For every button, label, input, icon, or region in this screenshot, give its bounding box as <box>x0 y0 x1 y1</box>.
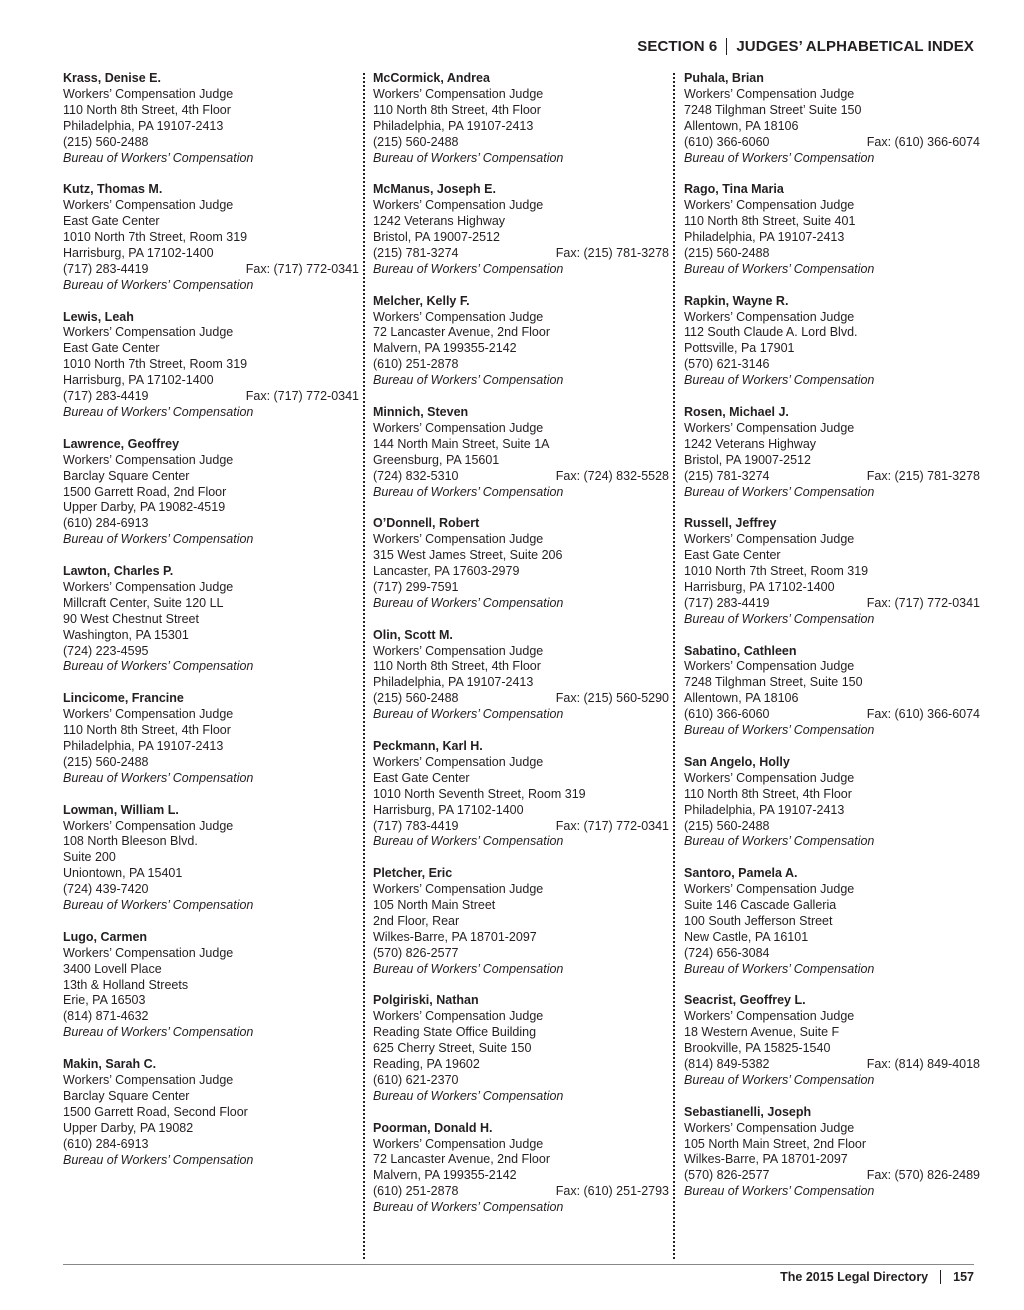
phone-number: (724) 832-5310 <box>373 468 459 483</box>
judge-entry <box>373 866 669 977</box>
address-line: 110 North 8th Street, Suite 401 <box>684 214 856 229</box>
section-title: JUDGES’ ALPHABETICAL INDEX <box>736 38 974 55</box>
contact-line <box>684 469 980 485</box>
fax-number: Fax: (215) 781-3278 <box>555 245 669 260</box>
publication-title: The 2015 Legal Directory <box>780 1270 929 1284</box>
phone-number: (724) 439-7420 <box>63 882 149 897</box>
agency-name: Bureau of Workers’ Compensation <box>684 484 875 499</box>
fax-number: Fax: (215) 781-3278 <box>866 468 980 483</box>
address-line: 3400 Lovell Place <box>63 961 162 976</box>
page-number: 157 <box>953 1270 974 1284</box>
judge-entry <box>373 294 669 389</box>
agency-name: Bureau of Workers’ Compensation <box>63 532 254 547</box>
address-line: Workers’ Compensation Judge <box>684 198 855 213</box>
contact-line <box>684 596 980 612</box>
address-line: 1010 North 7th Street, Room 319 <box>63 357 248 372</box>
fax-number: Fax: (814) 849-4018 <box>866 1057 980 1072</box>
column-2 <box>373 71 669 1232</box>
address-line: Workers’ Compensation Judge <box>63 86 234 101</box>
address-line: 110 North 8th Street, 4th Floor <box>63 102 231 117</box>
phone-number: (610) 251-2878 <box>373 357 459 372</box>
address-line: 1010 North Seventh Street, Room 319 <box>373 786 586 801</box>
address-line: Pottsville, Pa 17901 <box>684 341 795 356</box>
contact-line <box>684 1168 980 1184</box>
phone-number: (215) 560-2488 <box>63 754 149 769</box>
address-line: Uniontown, PA 15401 <box>63 866 183 881</box>
address-line: East Gate Center <box>684 548 781 563</box>
address-line: Wilkes-Barre, PA 18701-2097 <box>373 929 537 944</box>
address-line: East Gate Center <box>63 341 160 356</box>
judge-name: Lawton, Charles P. <box>63 564 174 579</box>
phone-number: (215) 560-2488 <box>63 134 149 149</box>
contact-line <box>373 357 669 373</box>
agency-name: Bureau of Workers’ Compensation <box>684 834 875 849</box>
address-line: Philadelphia, PA 19107-2413 <box>373 118 534 133</box>
contact-line <box>684 707 980 723</box>
contact-line <box>373 580 669 596</box>
contact-line <box>684 246 980 262</box>
judge-name: Olin, Scott M. <box>373 627 453 642</box>
contact-line <box>63 644 359 660</box>
address-line: 105 North Main Street <box>373 898 496 913</box>
judge-entry <box>373 71 669 166</box>
agency-name: Bureau of Workers’ Compensation <box>373 150 564 165</box>
address-line: Philadelphia, PA 19107-2413 <box>684 230 845 245</box>
contact-line <box>373 246 669 262</box>
agency-name: Bureau of Workers’ Compensation <box>373 1088 564 1103</box>
judge-entry <box>63 1057 359 1168</box>
address-line: Malvern, PA 199355-2142 <box>373 1168 517 1183</box>
address-line: Lancaster, PA 17603-2979 <box>373 564 520 579</box>
judge-name: Rago, Tina Maria <box>684 182 784 197</box>
address-line: Workers’ Compensation Judge <box>63 707 234 722</box>
phone-number: (724) 656-3084 <box>684 945 770 960</box>
agency-name: Bureau of Workers’ Compensation <box>373 484 564 499</box>
address-line: 13th & Holland Streets <box>63 977 189 992</box>
judge-name: Sebastianelli, Joseph <box>684 1104 812 1119</box>
judge-entry <box>373 1121 669 1216</box>
address-line: Workers’ Compensation Judge <box>373 86 544 101</box>
address-line: New Castle, PA 16101 <box>684 929 809 944</box>
phone-number: (610) 366-6060 <box>684 134 770 149</box>
judge-entry <box>684 1105 980 1200</box>
judge-name: Lowman, William L. <box>63 802 179 817</box>
phone-number: (215) 781-3274 <box>373 245 459 260</box>
agency-name: Bureau of Workers’ Compensation <box>63 150 254 165</box>
agency-name: Bureau of Workers’ Compensation <box>63 659 254 674</box>
address-line: Harrisburg, PA 17102-1400 <box>63 373 214 388</box>
judge-name: Krass, Denise E. <box>63 71 161 85</box>
agency-name: Bureau of Workers’ Compensation <box>684 1184 875 1199</box>
judge-entry <box>373 516 669 611</box>
fax-number: Fax: (717) 772-0341 <box>555 818 669 833</box>
fax-number: Fax: (717) 772-0341 <box>245 389 359 404</box>
address-line: Brookville, PA 15825-1540 <box>684 1041 831 1056</box>
address-line: East Gate Center <box>373 770 470 785</box>
phone-number: (724) 223-4595 <box>63 643 149 658</box>
contact-line <box>373 1184 669 1200</box>
address-line: Harrisburg, PA 17102-1400 <box>684 579 835 594</box>
phone-number: (717) 283-4419 <box>684 595 770 610</box>
address-line: Workers’ Compensation Judge <box>684 882 855 897</box>
address-line: Upper Darby, PA 19082-4519 <box>63 500 226 515</box>
address-line: 1010 North 7th Street, Room 319 <box>63 230 248 245</box>
contact-line <box>63 1009 359 1025</box>
address-line: Workers’ Compensation Judge <box>684 1120 855 1135</box>
address-line: 110 North 8th Street, 4th Floor <box>63 723 231 738</box>
address-line: Allentown, PA 18106 <box>684 691 799 706</box>
address-line: 7248 Tilghman Street, Suite 150 <box>684 675 863 690</box>
address-line: Suite 146 Cascade Galleria <box>684 898 837 913</box>
address-line: Greensburg, PA 15601 <box>373 452 500 467</box>
judge-entry <box>684 516 980 627</box>
address-line: Workers’ Compensation Judge <box>63 452 234 467</box>
judge-name: O’Donnell, Robert <box>373 516 480 531</box>
address-line: 315 West James Street, Suite 206 <box>373 548 563 563</box>
address-line: Upper Darby, PA 19082 <box>63 1120 194 1135</box>
address-line: Workers’ Compensation Judge <box>684 659 855 674</box>
agency-name: Bureau of Workers’ Compensation <box>373 707 564 722</box>
contact-line <box>373 819 669 835</box>
phone-number: (570) 826-2577 <box>684 1168 770 1183</box>
address-line: Workers’ Compensation Judge <box>373 420 544 435</box>
phone-number: (717) 283-4419 <box>63 261 149 276</box>
agency-name: Bureau of Workers’ Compensation <box>684 373 875 388</box>
judge-name: Rapkin, Wayne R. <box>684 293 789 308</box>
contact-line <box>684 135 980 151</box>
address-line: Workers’ Compensation Judge <box>373 1009 544 1024</box>
judge-entry <box>373 628 669 723</box>
contact-line <box>373 135 669 151</box>
address-line: Barclay Square Center <box>63 1088 190 1103</box>
address-line: Workers’ Compensation Judge <box>63 579 234 594</box>
phone-number: (717) 299-7591 <box>373 579 459 594</box>
address-line: Workers’ Compensation Judge <box>63 945 234 960</box>
address-line: Allentown, PA 18106 <box>684 118 799 133</box>
address-line: 625 Cherry Street, Suite 150 <box>373 1041 532 1056</box>
agency-name: Bureau of Workers’ Compensation <box>63 898 254 913</box>
judge-name: Poorman, Donald H. <box>373 1120 493 1135</box>
address-line: 90 West Chestnut Street <box>63 611 199 626</box>
phone-number: (610) 284-6913 <box>63 1136 149 1151</box>
judge-name: San Angelo, Holly <box>684 754 790 769</box>
address-line: 108 North Bleeson Blvd. <box>63 834 198 849</box>
contact-line <box>63 882 359 898</box>
judge-name: McCormick, Andrea <box>373 71 490 85</box>
address-line: 1500 Garrett Road, 2nd Floor <box>63 484 227 499</box>
footer-rule <box>63 1264 974 1265</box>
address-line: 1242 Veterans Highway <box>684 436 817 451</box>
address-line: Philadelphia, PA 19107-2413 <box>684 802 845 817</box>
address-line: 72 Lancaster Avenue, 2nd Floor <box>373 325 550 340</box>
column-1 <box>63 71 359 1184</box>
address-line: 110 North 8th Street, 4th Floor <box>373 102 541 117</box>
phone-number: (610) 366-6060 <box>684 707 770 722</box>
judge-entry <box>63 182 359 293</box>
judge-entry <box>373 182 669 277</box>
judge-entry <box>684 755 980 850</box>
fax-number: Fax: (724) 832-5528 <box>555 468 669 483</box>
phone-number: (814) 849-5382 <box>684 1057 770 1072</box>
address-line: 144 North Main Street, Suite 1A <box>373 436 550 451</box>
phone-number: (814) 871-4632 <box>63 1009 149 1024</box>
phone-number: (215) 560-2488 <box>373 691 459 706</box>
judge-entry <box>373 405 669 500</box>
column-3 <box>684 71 980 1216</box>
agency-name: Bureau of Workers’ Compensation <box>63 770 254 785</box>
contact-line <box>63 516 359 532</box>
address-line: Malvern, PA 199355-2142 <box>373 341 517 356</box>
phone-number: (570) 826-2577 <box>373 945 459 960</box>
address-line: 7248 Tilghman Street’ Suite 150 <box>684 102 862 117</box>
judge-name: Lugo, Carmen <box>63 929 148 944</box>
address-line: 1500 Garrett Road, Second Floor <box>63 1104 248 1119</box>
judge-name: Melcher, Kelly F. <box>373 293 470 308</box>
judge-name: Puhala, Brian <box>684 71 764 85</box>
contact-line <box>63 135 359 151</box>
address-line: Workers’ Compensation Judge <box>684 532 855 547</box>
address-line: 112 South Claude A. Lord Blvd. <box>684 325 858 340</box>
phone-number: (717) 783-4419 <box>373 818 459 833</box>
address-line: Workers’ Compensation Judge <box>63 1072 234 1087</box>
address-line: 1010 North 7th Street, Room 319 <box>684 564 869 579</box>
column-divider <box>673 73 675 1259</box>
phone-number: (215) 560-2488 <box>373 134 459 149</box>
agency-name: Bureau of Workers’ Compensation <box>63 1152 254 1167</box>
judge-entry <box>63 71 359 166</box>
fax-number: Fax: (610) 366-6074 <box>866 134 980 149</box>
judge-name: Sabatino, Cathleen <box>684 643 797 658</box>
address-line: Workers’ Compensation Judge <box>373 643 544 658</box>
judge-name: Pletcher, Eric <box>373 866 453 881</box>
judge-name: Santoro, Pamela A. <box>684 866 798 881</box>
phone-number: (717) 283-4419 <box>63 389 149 404</box>
agency-name: Bureau of Workers’ Compensation <box>373 834 564 849</box>
address-line: Millcraft Center, Suite 120 LL <box>63 595 224 610</box>
agency-name: Bureau of Workers’ Compensation <box>373 373 564 388</box>
judge-entry <box>684 294 980 389</box>
agency-name: Bureau of Workers’ Compensation <box>684 961 875 976</box>
address-line: Workers’ Compensation Judge <box>684 86 855 101</box>
judge-name: McManus, Joseph E. <box>373 182 496 197</box>
address-line: Wilkes-Barre, PA 18701-2097 <box>684 1152 848 1167</box>
agency-name: Bureau of Workers’ Compensation <box>373 595 564 610</box>
address-line: Reading, PA 19602 <box>373 1057 480 1072</box>
section-label: SECTION 6 <box>637 38 718 55</box>
fax-number: Fax: (717) 772-0341 <box>866 595 980 610</box>
address-line: Philadelphia, PA 19107-2413 <box>63 738 224 753</box>
phone-number: (570) 621-3146 <box>684 357 770 372</box>
page-footer <box>780 1270 974 1284</box>
contact-line <box>684 1057 980 1073</box>
judge-name: Lewis, Leah <box>63 309 134 324</box>
agency-name: Bureau of Workers’ Compensation <box>684 611 875 626</box>
phone-number: (610) 621-2370 <box>373 1072 459 1087</box>
judge-name: Seacrist, Geoffrey L. <box>684 993 806 1008</box>
fax-number: Fax: (610) 251-2793 <box>555 1184 669 1199</box>
address-line: 105 North Main Street, 2nd Floor <box>684 1136 867 1151</box>
judge-entry <box>684 993 980 1088</box>
address-line: Philadelphia, PA 19107-2413 <box>63 118 224 133</box>
judge-entry <box>373 993 669 1104</box>
phone-number: (215) 560-2488 <box>684 818 770 833</box>
agency-name: Bureau of Workers’ Compensation <box>63 1025 254 1040</box>
phone-number: (610) 251-2878 <box>373 1184 459 1199</box>
contact-line <box>373 1073 669 1089</box>
contact-line <box>373 469 669 485</box>
judge-name: Makin, Sarah C. <box>63 1057 157 1072</box>
address-line: 72 Lancaster Avenue, 2nd Floor <box>373 1152 550 1167</box>
agency-name: Bureau of Workers’ Compensation <box>684 150 875 165</box>
judge-entry <box>684 405 980 500</box>
contact-line <box>373 946 669 962</box>
address-line: Workers’ Compensation Judge <box>684 1009 855 1024</box>
address-line: East Gate Center <box>63 214 160 229</box>
agency-name: Bureau of Workers’ Compensation <box>684 723 875 738</box>
contact-line <box>63 262 359 278</box>
address-line: Erie, PA 16503 <box>63 993 146 1008</box>
address-line: Workers’ Compensation Judge <box>373 532 544 547</box>
address-line: 110 North 8th Street, 4th Floor <box>373 659 541 674</box>
address-line: Workers’ Compensation Judge <box>373 882 544 897</box>
address-line: Workers’ Compensation Judge <box>373 198 544 213</box>
address-line: Reading State Office Building <box>373 1025 537 1040</box>
agency-name: Bureau of Workers’ Compensation <box>63 405 254 419</box>
address-line: Harrisburg, PA 17102-1400 <box>373 802 524 817</box>
phone-number: (215) 781-3274 <box>684 468 770 483</box>
contact-line <box>373 691 669 707</box>
footer-separator <box>940 1270 941 1284</box>
address-line: Barclay Square Center <box>63 468 190 483</box>
fax-number: Fax: (717) 772-0341 <box>245 261 359 276</box>
agency-name: Bureau of Workers’ Compensation <box>63 277 254 292</box>
address-line: 110 North 8th Street, 4th Floor <box>684 786 852 801</box>
fax-number: Fax: (570) 826-2489 <box>866 1168 980 1183</box>
judge-name: Peckmann, Karl H. <box>373 738 483 753</box>
agency-name: Bureau of Workers’ Compensation <box>684 261 875 276</box>
address-line: 18 Western Avenue, Suite F <box>684 1025 840 1040</box>
header-separator <box>726 38 727 55</box>
address-line: Workers’ Compensation Judge <box>63 325 234 340</box>
judge-entry <box>63 437 359 548</box>
contact-line <box>684 819 980 835</box>
fax-number: Fax: (610) 366-6074 <box>866 707 980 722</box>
judge-entry <box>63 691 359 786</box>
address-line: Philadelphia, PA 19107-2413 <box>373 675 534 690</box>
address-line: Workers’ Compensation Judge <box>684 309 855 324</box>
fax-number: Fax: (215) 560-5290 <box>555 691 669 706</box>
judge-name: Minnich, Steven <box>373 404 469 419</box>
address-line: Workers’ Compensation Judge <box>373 754 544 769</box>
agency-name: Bureau of Workers’ Compensation <box>684 1072 875 1087</box>
agency-name: Bureau of Workers’ Compensation <box>373 261 564 276</box>
contact-line <box>684 357 980 373</box>
address-line: Suite 200 <box>63 850 116 865</box>
judge-name: Russell, Jeffrey <box>684 516 777 531</box>
judge-name: Rosen, Michael J. <box>684 404 789 419</box>
judge-entry <box>684 71 980 166</box>
contact-line <box>684 946 980 962</box>
judge-entry <box>63 310 359 421</box>
address-line: Bristol, PA 19007-2512 <box>373 230 500 245</box>
address-line: 2nd Floor, Rear <box>373 913 460 928</box>
address-line: 1242 Veterans Highway <box>373 214 506 229</box>
agency-name: Bureau of Workers’ Compensation <box>373 1200 564 1215</box>
column-divider <box>363 73 365 1259</box>
address-line: 100 South Jefferson Street <box>684 913 833 928</box>
contact-line <box>63 1137 359 1153</box>
section-header <box>637 38 974 55</box>
address-line: Workers’ Compensation Judge <box>63 198 234 213</box>
judge-entry <box>684 182 980 277</box>
phone-number: (215) 560-2488 <box>684 245 770 260</box>
address-line: Workers’ Compensation Judge <box>373 1136 544 1151</box>
address-line: Workers’ Compensation Judge <box>63 818 234 833</box>
contact-line <box>63 755 359 771</box>
judge-entry <box>684 866 980 977</box>
judge-name: Lawrence, Geoffrey <box>63 436 180 451</box>
address-line: Harrisburg, PA 17102-1400 <box>63 245 214 260</box>
phone-number: (610) 284-6913 <box>63 516 149 531</box>
address-line: Workers’ Compensation Judge <box>373 309 544 324</box>
judge-entry <box>373 739 669 850</box>
judge-entry <box>63 930 359 1041</box>
judge-name: Polgiriski, Nathan <box>373 993 479 1008</box>
address-line: Workers’ Compensation Judge <box>684 420 855 435</box>
judge-entry <box>63 803 359 914</box>
address-line: Washington, PA 15301 <box>63 627 189 642</box>
address-line: Workers’ Compensation Judge <box>684 770 855 785</box>
judge-name: Lincicome, Francine <box>63 691 184 706</box>
address-line: Bristol, PA 19007-2512 <box>684 452 811 467</box>
agency-name: Bureau of Workers’ Compensation <box>373 961 564 976</box>
judge-entry <box>63 564 359 675</box>
judge-entry <box>684 644 980 739</box>
contact-line <box>63 389 359 405</box>
judge-name: Kutz, Thomas M. <box>63 182 163 197</box>
